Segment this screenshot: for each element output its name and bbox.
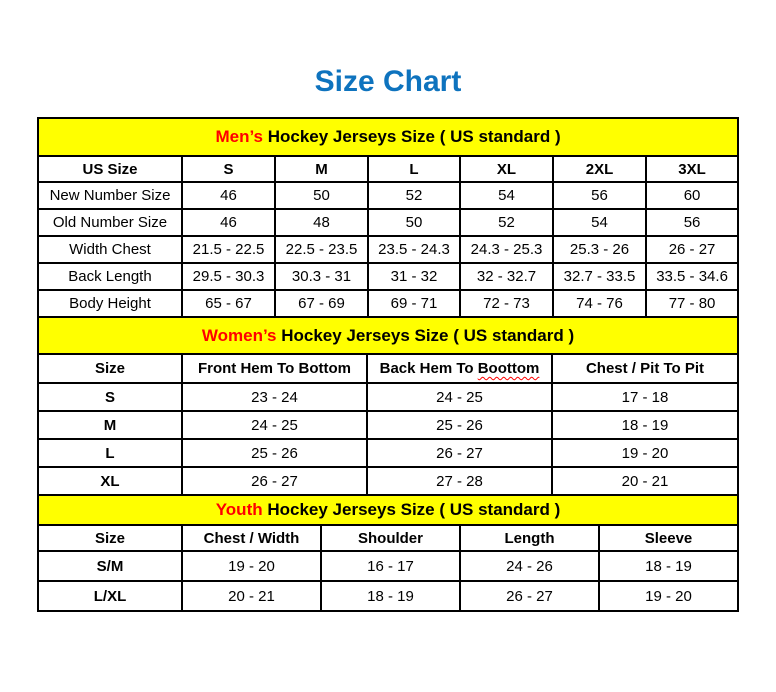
youth-band-rest: Hockey Jerseys Size ( US standard ) xyxy=(262,500,561,519)
row-label: M xyxy=(38,411,182,439)
table-row xyxy=(38,209,738,236)
table-cell: 20 - 21 xyxy=(552,467,738,495)
table-cell: 17 - 18 xyxy=(552,383,738,411)
youth-band-accent: Youth xyxy=(215,500,263,519)
table-cell: 24 - 25 xyxy=(367,383,552,411)
table-cell: 18 - 19 xyxy=(552,411,738,439)
table-cell: 30.3 - 31 xyxy=(275,263,368,290)
mens-band-row xyxy=(38,118,738,156)
mens-size-table xyxy=(37,117,739,318)
womens-size-table xyxy=(37,316,739,496)
column-header xyxy=(367,354,552,383)
row-label: Body Height xyxy=(38,290,182,317)
table-row xyxy=(38,467,738,495)
table-cell: 19 - 20 xyxy=(552,439,738,467)
table-cell: 18 - 19 xyxy=(599,551,738,581)
table-cell: 16 - 17 xyxy=(321,551,460,581)
row-label: New Number Size xyxy=(38,182,182,209)
table-cell: 46 xyxy=(182,209,275,236)
row-label: L xyxy=(38,439,182,467)
column-header: Sleeve xyxy=(599,525,738,551)
table-cell: 54 xyxy=(460,182,553,209)
table-row xyxy=(38,411,738,439)
table-row xyxy=(38,581,738,611)
table-cell: 54 xyxy=(553,209,646,236)
size-chart-tables xyxy=(37,117,737,612)
table-cell: 18 - 19 xyxy=(321,581,460,611)
table-cell: 26 - 27 xyxy=(182,467,367,495)
row-label: S xyxy=(38,383,182,411)
womens-band-accent: Women’s xyxy=(201,325,277,345)
mens-band-title xyxy=(38,118,738,156)
table-cell: 56 xyxy=(553,182,646,209)
column-header: Length xyxy=(460,525,599,551)
table-cell: 24.3 - 25.3 xyxy=(460,236,553,263)
table-cell: 26 - 27 xyxy=(367,439,552,467)
table-cell: 50 xyxy=(275,182,368,209)
mens-header-row xyxy=(38,156,738,182)
table-cell: 77 - 80 xyxy=(646,290,738,317)
column-header: Front Hem To Bottom xyxy=(182,354,367,383)
table-cell: 22.5 - 23.5 xyxy=(275,236,368,263)
youth-band-title xyxy=(38,495,738,525)
row-label: XL xyxy=(38,467,182,495)
row-label: Width Chest xyxy=(38,236,182,263)
column-header: M xyxy=(275,156,368,182)
table-cell: 69 - 71 xyxy=(368,290,460,317)
table-cell: 32.7 - 33.5 xyxy=(553,263,646,290)
row-label: Old Number Size xyxy=(38,209,182,236)
table-cell: 48 xyxy=(275,209,368,236)
table-cell: 19 - 20 xyxy=(599,581,738,611)
table-cell: 46 xyxy=(182,182,275,209)
row-label: Back Length xyxy=(38,263,182,290)
column-header: Chest / Pit To Pit xyxy=(552,354,738,383)
page-title: Size Chart xyxy=(314,65,462,98)
column-header: Size xyxy=(38,354,182,383)
table-row xyxy=(38,263,738,290)
column-header: S xyxy=(182,156,275,182)
table-cell: 24 - 26 xyxy=(460,551,599,581)
table-row xyxy=(38,439,738,467)
table-cell: 67 - 69 xyxy=(275,290,368,317)
table-cell: 24 - 25 xyxy=(182,411,367,439)
column-header: L xyxy=(368,156,460,182)
table-cell: 56 xyxy=(646,209,738,236)
table-cell: 32 - 32.7 xyxy=(460,263,553,290)
table-cell: 25 - 26 xyxy=(182,439,367,467)
column-header: Chest / Width xyxy=(182,525,321,551)
womens-band-row xyxy=(38,317,738,354)
column-header: Size xyxy=(38,525,182,551)
womens-band-rest: Hockey Jerseys Size ( US standard ) xyxy=(276,325,575,345)
column-header: 3XL xyxy=(646,156,738,182)
table-cell: 31 - 32 xyxy=(368,263,460,290)
mens-band-rest: Hockey Jerseys Size ( US standard ) xyxy=(263,127,561,146)
column-header: 2XL xyxy=(553,156,646,182)
table-cell: 26 - 27 xyxy=(646,236,738,263)
column-header: US Size xyxy=(38,156,182,182)
table-cell: 60 xyxy=(646,182,738,209)
table-row xyxy=(38,383,738,411)
table-cell: 27 - 28 xyxy=(367,467,552,495)
row-label: S/M xyxy=(38,551,182,581)
table-cell: 52 xyxy=(460,209,553,236)
column-header: Shoulder xyxy=(321,525,460,551)
womens-header-row xyxy=(38,354,738,383)
table-row xyxy=(38,290,738,317)
table-cell: 23 - 24 xyxy=(182,383,367,411)
table-cell: 26 - 27 xyxy=(460,581,599,611)
back-hem-label: Back Hem To xyxy=(379,360,478,377)
womens-band-title xyxy=(38,317,738,354)
table-cell: 65 - 67 xyxy=(182,290,275,317)
table-cell: 25 - 26 xyxy=(367,411,552,439)
table-cell: 25.3 - 26 xyxy=(553,236,646,263)
table-cell: 52 xyxy=(368,182,460,209)
table-cell: 33.5 - 34.6 xyxy=(646,263,738,290)
table-cell: 21.5 - 22.5 xyxy=(182,236,275,263)
row-label: L/XL xyxy=(38,581,182,611)
table-cell: 72 - 73 xyxy=(460,290,553,317)
table-row xyxy=(38,236,738,263)
youth-size-table xyxy=(37,494,739,612)
table-cell: 20 - 21 xyxy=(182,581,321,611)
table-cell: 23.5 - 24.3 xyxy=(368,236,460,263)
table-cell: 74 - 76 xyxy=(553,290,646,317)
youth-header-row xyxy=(38,525,738,551)
youth-band-row xyxy=(38,495,738,525)
misspelled-word: Boottom xyxy=(477,360,540,377)
column-header: XL xyxy=(460,156,553,182)
table-cell: 29.5 - 30.3 xyxy=(182,263,275,290)
table-row xyxy=(38,551,738,581)
mens-band-accent: Men’s xyxy=(215,127,263,146)
table-cell: 50 xyxy=(368,209,460,236)
table-row xyxy=(38,182,738,209)
table-cell: 19 - 20 xyxy=(182,551,321,581)
